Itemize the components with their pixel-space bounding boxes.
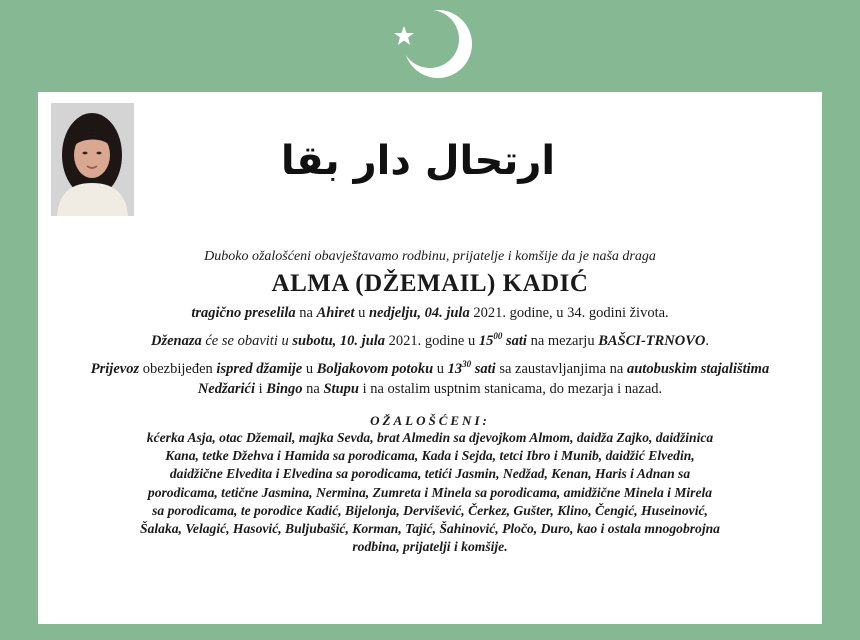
arabic-calligraphy bbox=[280, 112, 556, 208]
transport-paragraph: Prijevoz obezbijeđen ispred džamije u Boljakovom potoku u $13^{30}$ sati sa zaustavljanjima na autobuskim stajalištima Nedžarići i Bingo na Stupu i na ostalim usptnim stanicama, do mezarja i nazad. bbox=[90, 359, 770, 397]
portrait-photo bbox=[51, 103, 134, 216]
mourners-line: daidžične Elvedita i Elvedina sa porodicama, tetići Jasmin, Nedžad, Kenan, Haris i Adnan sa bbox=[169, 466, 691, 482]
death-line: tragično preselila na Ahiret u nedjelju, 04. jula 2021. godine, u 34. godini života. bbox=[191, 305, 669, 321]
mourners-line: rodbina, prijatelji i komšije. bbox=[352, 539, 508, 555]
calligraphy-text: ارتحال دار بقا bbox=[280, 138, 556, 184]
mourners-heading: OŽALOŠĆENI: bbox=[370, 413, 490, 428]
mourners-line: Šalaka, Velagić, Hasović, Buljubašić, Korman, Tajić, Šahinović, Pločo, Duro, kao i ostala mnogobrojna bbox=[140, 521, 720, 537]
crescent-star-icon bbox=[380, 4, 476, 84]
deceased-name: ALMA (DŽEMAIL) KADIĆ bbox=[271, 270, 589, 297]
portrait-image bbox=[51, 103, 134, 216]
obituary-text bbox=[38, 248, 822, 556]
mourners-line: kćerka Asja, otac Džemail, majka Sevda, brat Almedin sa djevojkom Almom, daidža Zajko, daidžinica bbox=[146, 430, 714, 445]
mourners-list bbox=[50, 429, 810, 556]
obituary-card bbox=[38, 92, 822, 624]
funeral-line: Dženaza će se obaviti u subotu, 10. jula 2021. godine u $15^{00}$ sati na mezarju BAŠCI-TRNOVO. bbox=[150, 331, 710, 349]
mourners-line: Kana, tetke Džehva i Hamida sa porodicama, Kada i Sejda, tetci Ibro i Munib, daidžić Elvedin, bbox=[165, 448, 695, 464]
mourners-line: sa porodicama, te porodice Kadić, Bijelonja, Dervišević, Čerkez, Gušter, Klino, Čengić, Huseinović, bbox=[152, 502, 708, 518]
intro-text: Duboko ožalošćeni obavještavamo rodbinu, prijatelje i komšije da je naša draga bbox=[204, 249, 656, 264]
mourners-line: porodicama, tetične Jasmina, Nermina, Zumreta i Minela sa porodicama, amidžične Minela i Mirela bbox=[147, 484, 713, 500]
